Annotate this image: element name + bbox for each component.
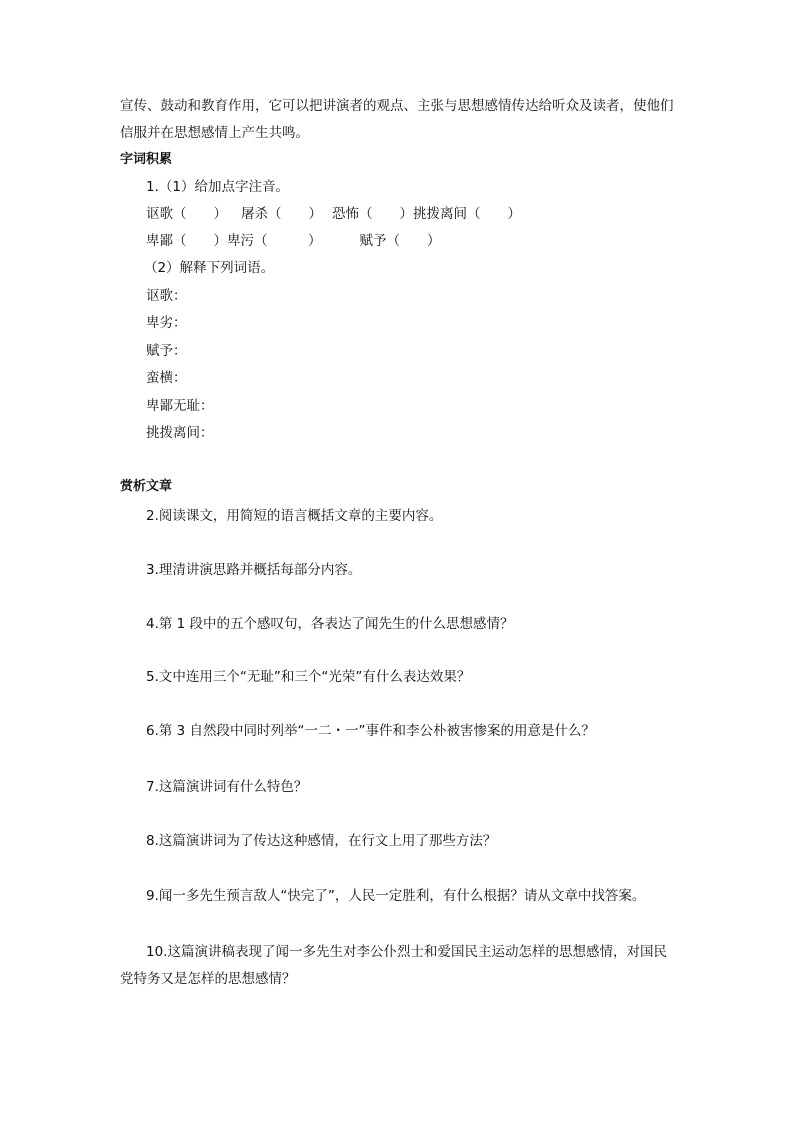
pinyin-item: 恐怖（ ）	[332, 206, 413, 222]
term-item: 卑鄙无耻：	[146, 398, 214, 414]
intro-paragraph: 宣传、鼓动和教育作用，它可以把讲演者的观点、主张与思想感情传达给听众及读者，使他们信服并在思想感情上产生共鸣。	[120, 98, 674, 141]
pinyin-item: 卑污（ ）	[227, 233, 322, 249]
question-1-part-1: 1.（1）给加点字注音。	[146, 179, 289, 195]
question-item: 6.第 3 自然段中同时列举“一二・一”事件和李公朴被害惨案的用意是什么？	[146, 723, 596, 739]
pinyin-row-1	[146, 204, 521, 224]
pinyin-item: 卑鄙（ ）	[146, 233, 227, 249]
pinyin-item: 挑拨离间（ ）	[413, 206, 521, 222]
term-item: 赋予：	[146, 343, 187, 359]
term-item: 讴歌：	[146, 288, 187, 304]
question-1-part-2: （2）解释下列词语。	[144, 260, 275, 276]
question-item: 4.第 1 段中的五个感叹句，各表达了闻先生的什么思想感情？	[146, 616, 514, 632]
question-item: 5.文中连用三个“无耻”和三个“光荣”有什么表达效果？	[146, 669, 471, 685]
pinyin-item: 屠杀（ ）	[241, 206, 322, 222]
section-title-analysis: 赏析文章	[120, 479, 173, 494]
pinyin-item: 讴歌（ ）	[146, 206, 227, 222]
section-title-vocabulary: 字词积累	[120, 152, 173, 167]
pinyin-row-2	[146, 231, 441, 251]
question-10: 10.这篇演讲稿表现了闻一多先生对李公仆烈士和爱国民主运动怎样的思想感情，对国民党特务又是怎样的思想感情？	[120, 944, 667, 987]
question-item: 2.阅读课文，用简短的语言概括文章的主要内容。	[146, 508, 443, 524]
question-item: 9.闻一多先生预言敌人“快完了”，人民一定胜利，有什么根据？请从文章中找答案。	[146, 888, 646, 904]
question-item: 8.这篇演讲词为了传达这种感情，在行文上用了那些方法？	[146, 833, 497, 849]
pinyin-item: 赋予（ ）	[359, 233, 441, 249]
question-item: 7.这篇演讲词有什么特色？	[146, 779, 308, 795]
term-item: 卑劣：	[146, 315, 187, 331]
question-item: 3.理清讲演思路并概括每部分内容。	[146, 562, 362, 578]
term-item: 挑拨离间：	[146, 425, 214, 441]
term-item: 蛮横：	[146, 370, 187, 386]
